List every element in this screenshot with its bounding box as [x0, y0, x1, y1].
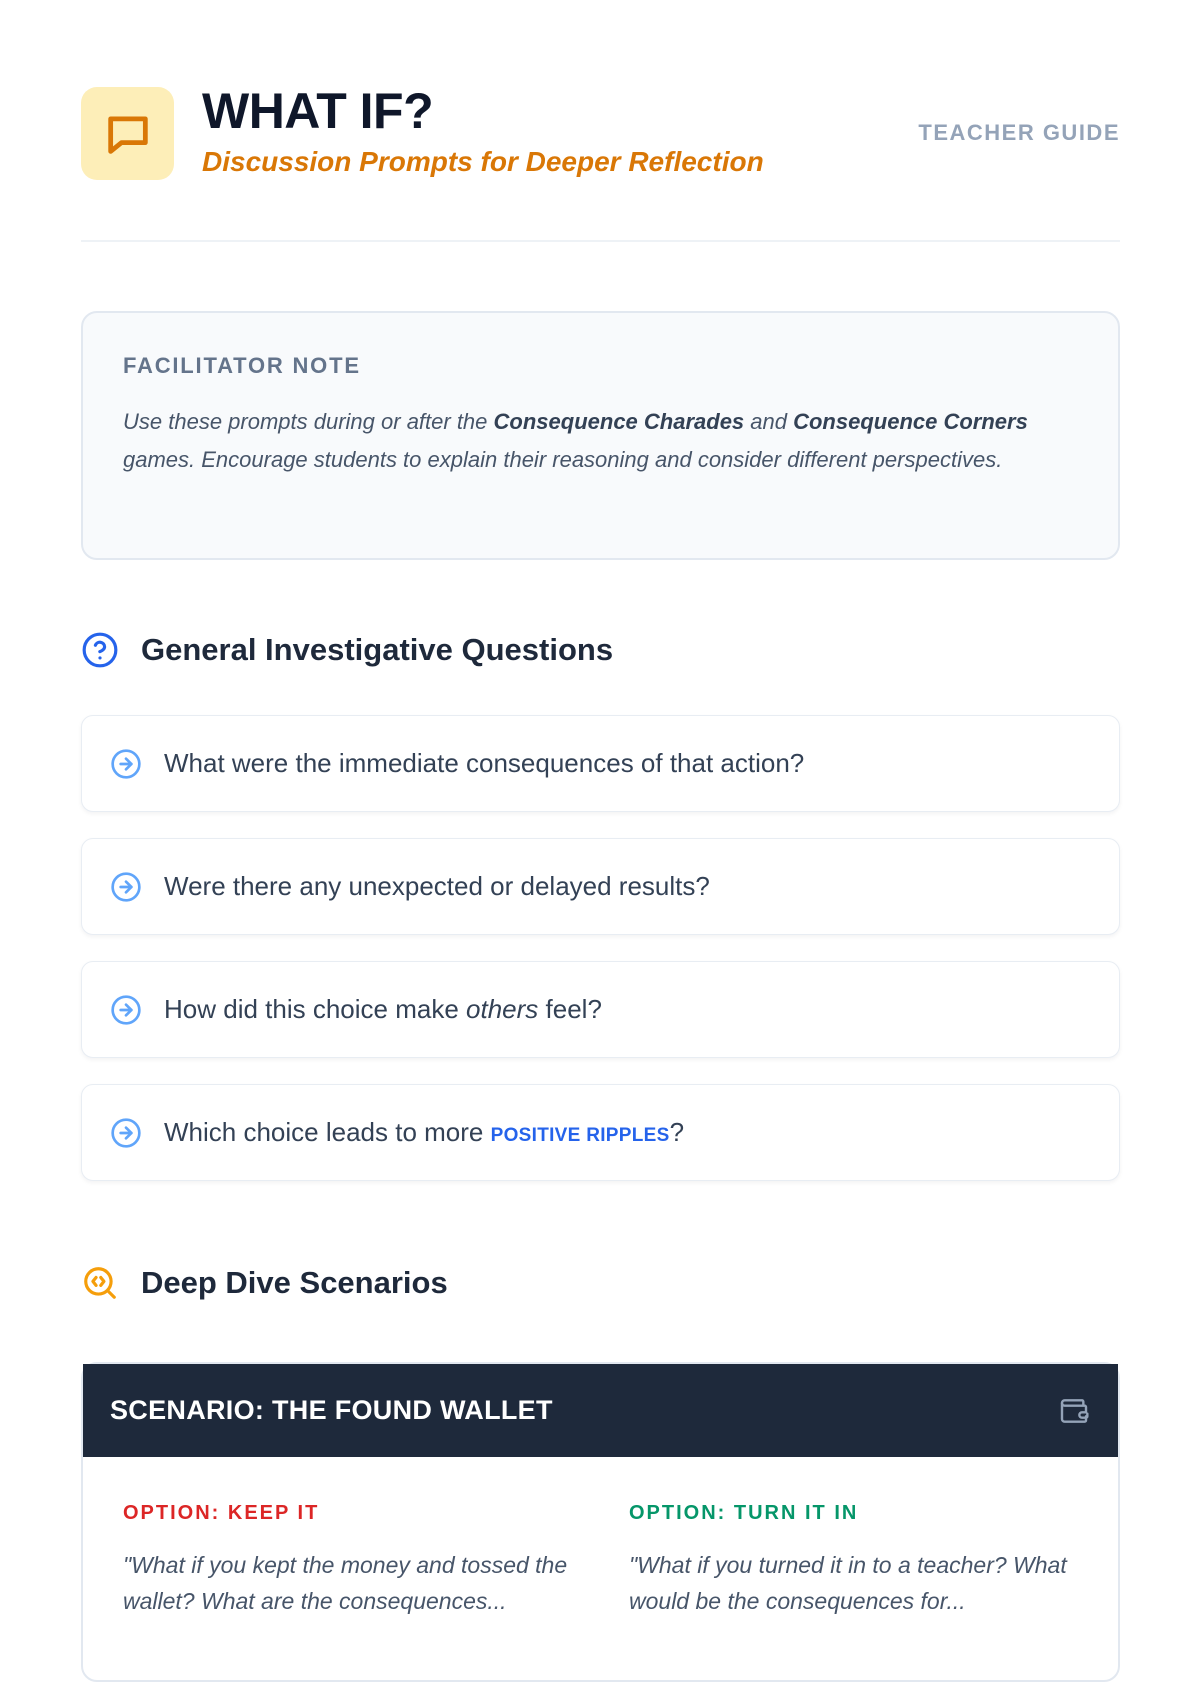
- note-game-name: Consequence Corners: [793, 409, 1028, 435]
- scenario-card: [81, 1362, 1120, 1682]
- question-text: What were the immediate consequences of that action?: [164, 748, 805, 778]
- option-keep-it: [123, 1501, 583, 1619]
- question-text-part: ?: [669, 1117, 685, 1147]
- page: [81, 0, 1120, 1614]
- question-card[interactable]: [81, 838, 1120, 935]
- positive-ripples-tag: POSITIVE RIPPLES: [490, 1125, 670, 1146]
- facilitator-note: [81, 311, 1120, 560]
- section-title: Deep Dive Scenarios: [141, 1265, 448, 1300]
- logo-tile: [81, 87, 174, 180]
- question-text: Were there any unexpected or delayed results?: [164, 871, 710, 901]
- scenario-header: [83, 1364, 1118, 1457]
- note-text: and: [744, 409, 794, 435]
- note-body: [123, 403, 1078, 479]
- question-circle-icon: [81, 631, 119, 669]
- wallet-icon: [1058, 1395, 1090, 1427]
- arrow-circle-right-icon: [110, 871, 142, 903]
- question-emphasis: others: [466, 994, 539, 1024]
- scenario-body: [83, 1457, 1118, 1697]
- section-deep-dive: [81, 1263, 448, 1303]
- note-title: FACILITATOR NOTE: [123, 353, 361, 378]
- note-game-name: Consequence Charades: [493, 409, 745, 435]
- teacher-guide-tag: TEACHER GUIDE: [918, 120, 1120, 145]
- question-text-part: How did this choice make: [164, 994, 467, 1024]
- question-card[interactable]: [81, 715, 1120, 812]
- question-text: [164, 1117, 684, 1148]
- option-label: OPTION: TURN IT IN: [629, 1502, 859, 1524]
- arrow-circle-right-icon: [110, 748, 142, 780]
- note-text: Use these prompts during or after the: [123, 409, 494, 435]
- question-card[interactable]: [81, 1084, 1120, 1181]
- section-general-questions: [81, 630, 613, 670]
- option-label: OPTION: KEEP IT: [123, 1502, 320, 1524]
- scenario-title: SCENARIO: THE FOUND WALLET: [110, 1395, 553, 1425]
- section-title: General Investigative Questions: [141, 632, 614, 667]
- page-title: WHAT IF?: [202, 83, 434, 139]
- option-text: "What if you turned it in to a teacher? What would be the consequences for...: [629, 1552, 1067, 1614]
- question-text: [164, 994, 602, 1025]
- arrow-circle-right-icon: [110, 1117, 142, 1149]
- search-code-icon: [81, 1264, 119, 1302]
- header: [81, 83, 1120, 242]
- option-turn-it-in: [629, 1501, 1089, 1619]
- arrow-circle-right-icon: [110, 994, 142, 1026]
- question-card[interactable]: [81, 961, 1120, 1058]
- option-text: "What if you kept the money and tossed the wallet? What are the consequences...: [123, 1552, 568, 1614]
- chat-bubble-icon: [102, 108, 154, 160]
- question-text-part: feel?: [538, 994, 602, 1024]
- question-text-part: Which choice leads to more: [164, 1117, 491, 1147]
- page-subtitle: Discussion Prompts for Deeper Reflection: [202, 146, 764, 177]
- note-text: games. Encourage students to explain their reasoning and consider different perspectives.: [123, 447, 1003, 473]
